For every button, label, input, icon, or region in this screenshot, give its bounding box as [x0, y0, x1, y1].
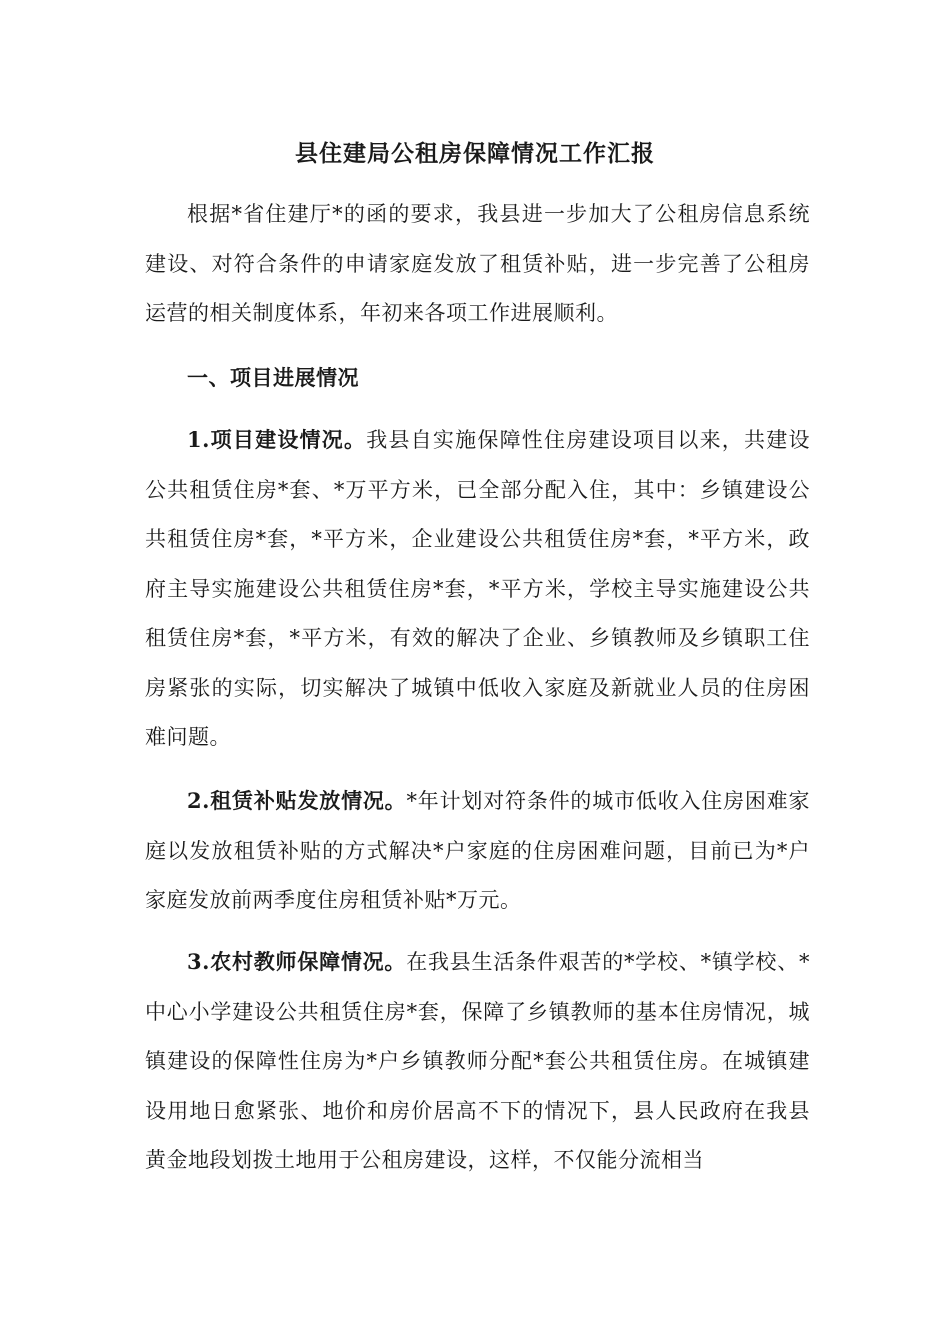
intro-paragraph: 根据*省住建厅*的函的要求，我县进一步加大了公租房信息系统建设、对符合条件的申请家庭发放了租赁补贴，进一步完善了公租房运营的相关制度体系，年初来各项工作进展顺利。 [145, 202, 810, 325]
item-paragraph-rural-teachers [145, 937, 810, 1186]
section-heading-project-progress: 一、项目进展情况 [187, 365, 359, 390]
document-title: 县住建局公租房保障情况工作汇报 [295, 140, 655, 167]
item-body-rural-teachers: 在我县生活条件艰苦的*学校、*镇学校、*中心小学建设公共租赁住房*套，保障了乡镇教师的基本住房情况，城镇建设的保障性住房为*户乡镇教师分配*套公共租赁住房。在城镇建设用地日愈紧张、地价和房价居高不下的情况下，县人民政府在我县黄金地段划拨土地用于公租房建设，这样，不仅能分流相当 [145, 950, 810, 1172]
item-body-construction: 我县自实施保障性住房建设项目以来，共建设公共租赁住房*套、*万平方米，已全部分配入住，其中：乡镇建设公共租赁住房*套，*平方米，企业建设公共租赁住房*套，*平方米，政府主导实施建设公共租赁住房*套，*平方米，学校主导实施建设公共租赁住房*套，*平方米，有效的解决了企业、乡镇教师及乡镇职工住房紧张的实际，切实解决了城镇中低收入家庭及新就业人员的住房困难问题。 [145, 428, 810, 749]
item-body-rent-subsidy: *年计划对符条件的城市低收入住房困难家庭以发放租赁补贴的方式解决*户家庭的住房困难问题，目前已为*户家庭发放前两季度住房租赁补贴*万元。 [145, 789, 810, 912]
item-lead-construction: 1.项目建设情况。 [187, 427, 367, 452]
item-paragraph-construction [145, 415, 810, 763]
item-lead-rent-subsidy: 2.租赁补贴发放情况。 [187, 788, 407, 813]
item-paragraph-rent-subsidy [145, 776, 810, 926]
item-lead-rural-teachers: 3.农村教师保障情况。 [187, 949, 407, 974]
